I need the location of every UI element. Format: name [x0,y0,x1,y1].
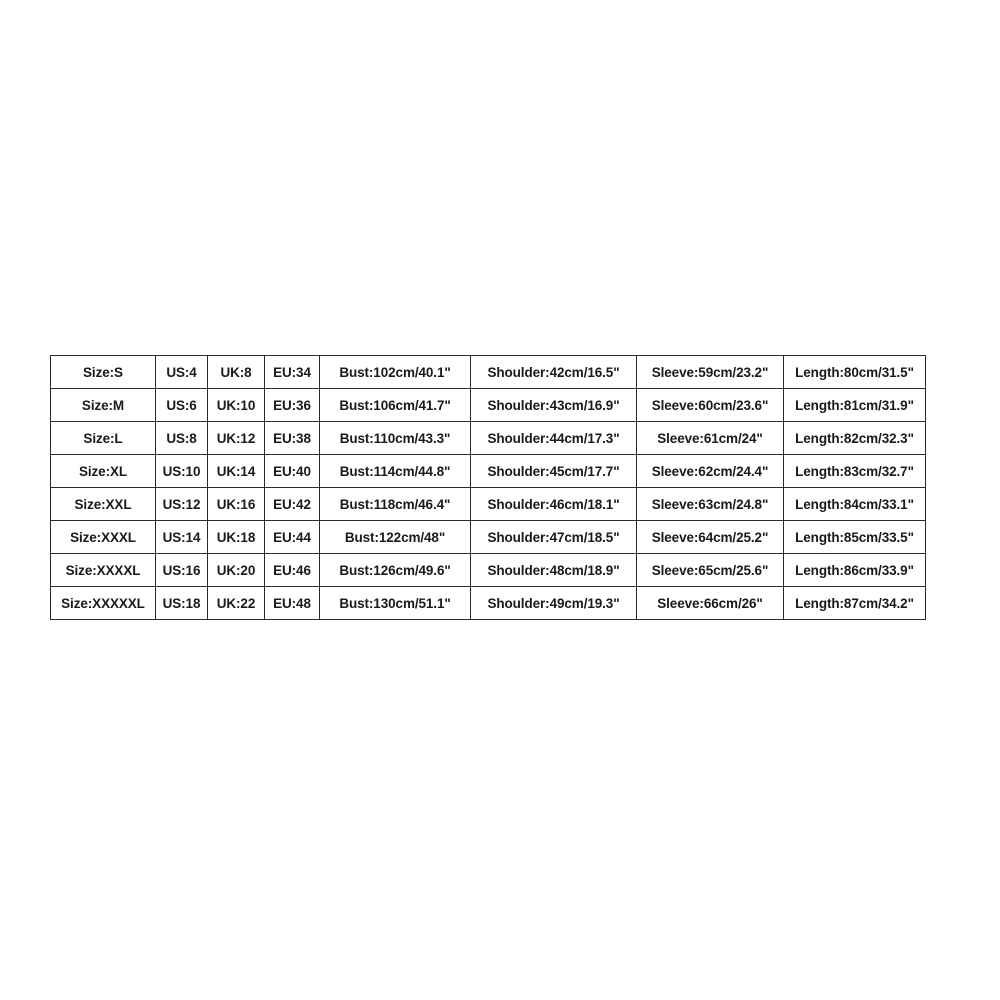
cell-length: Length:84cm/33.1" [784,488,926,521]
cell-length: Length:81cm/31.9" [784,389,926,422]
cell-us: US:12 [156,488,208,521]
cell-length: Length:82cm/32.3" [784,422,926,455]
cell-size: Size:XXXXL [51,554,156,587]
cell-size: Size:XXXXXL [51,587,156,620]
cell-us: US:10 [156,455,208,488]
cell-size: Size:S [51,356,156,389]
cell-bust: Bust:102cm/40.1" [320,356,471,389]
cell-eu: EU:34 [265,356,320,389]
cell-bust: Bust:118cm/46.4" [320,488,471,521]
cell-sleeve: Sleeve:63cm/24.8" [637,488,784,521]
cell-uk: UK:10 [208,389,265,422]
cell-uk: UK:20 [208,554,265,587]
table-row [51,554,926,587]
cell-us: US:16 [156,554,208,587]
size-chart-container [50,355,925,620]
cell-size: Size:XXL [51,488,156,521]
cell-size: Size:XXXL [51,521,156,554]
table-row [51,587,926,620]
cell-bust: Bust:122cm/48" [320,521,471,554]
cell-us: US:4 [156,356,208,389]
cell-sleeve: Sleeve:59cm/23.2" [637,356,784,389]
cell-sleeve: Sleeve:65cm/25.6" [637,554,784,587]
cell-length: Length:83cm/32.7" [784,455,926,488]
cell-uk: UK:8 [208,356,265,389]
cell-length: Length:80cm/31.5" [784,356,926,389]
cell-shoulder: Shoulder:48cm/18.9" [471,554,637,587]
table-row [51,488,926,521]
cell-sleeve: Sleeve:64cm/25.2" [637,521,784,554]
cell-us: US:8 [156,422,208,455]
cell-shoulder: Shoulder:42cm/16.5" [471,356,637,389]
cell-shoulder: Shoulder:46cm/18.1" [471,488,637,521]
table-row [51,521,926,554]
cell-eu: EU:44 [265,521,320,554]
cell-shoulder: Shoulder:49cm/19.3" [471,587,637,620]
cell-size: Size:L [51,422,156,455]
cell-shoulder: Shoulder:44cm/17.3" [471,422,637,455]
cell-uk: UK:22 [208,587,265,620]
cell-eu: EU:40 [265,455,320,488]
cell-bust: Bust:110cm/43.3" [320,422,471,455]
cell-shoulder: Shoulder:43cm/16.9" [471,389,637,422]
cell-bust: Bust:130cm/51.1" [320,587,471,620]
cell-us: US:18 [156,587,208,620]
cell-bust: Bust:114cm/44.8" [320,455,471,488]
cell-eu: EU:36 [265,389,320,422]
cell-us: US:14 [156,521,208,554]
cell-us: US:6 [156,389,208,422]
table-row [51,422,926,455]
cell-length: Length:85cm/33.5" [784,521,926,554]
cell-sleeve: Sleeve:60cm/23.6" [637,389,784,422]
cell-sleeve: Sleeve:61cm/24" [637,422,784,455]
cell-bust: Bust:106cm/41.7" [320,389,471,422]
table-row [51,389,926,422]
cell-length: Length:86cm/33.9" [784,554,926,587]
cell-shoulder: Shoulder:45cm/17.7" [471,455,637,488]
table-row [51,356,926,389]
cell-eu: EU:38 [265,422,320,455]
cell-sleeve: Sleeve:62cm/24.4" [637,455,784,488]
cell-length: Length:87cm/34.2" [784,587,926,620]
cell-uk: UK:14 [208,455,265,488]
cell-uk: UK:16 [208,488,265,521]
size-chart-table [50,355,926,620]
cell-bust: Bust:126cm/49.6" [320,554,471,587]
cell-size: Size:XL [51,455,156,488]
cell-shoulder: Shoulder:47cm/18.5" [471,521,637,554]
cell-uk: UK:18 [208,521,265,554]
cell-eu: EU:48 [265,587,320,620]
cell-uk: UK:12 [208,422,265,455]
cell-eu: EU:46 [265,554,320,587]
cell-size: Size:M [51,389,156,422]
table-row [51,455,926,488]
cell-eu: EU:42 [265,488,320,521]
cell-sleeve: Sleeve:66cm/26" [637,587,784,620]
